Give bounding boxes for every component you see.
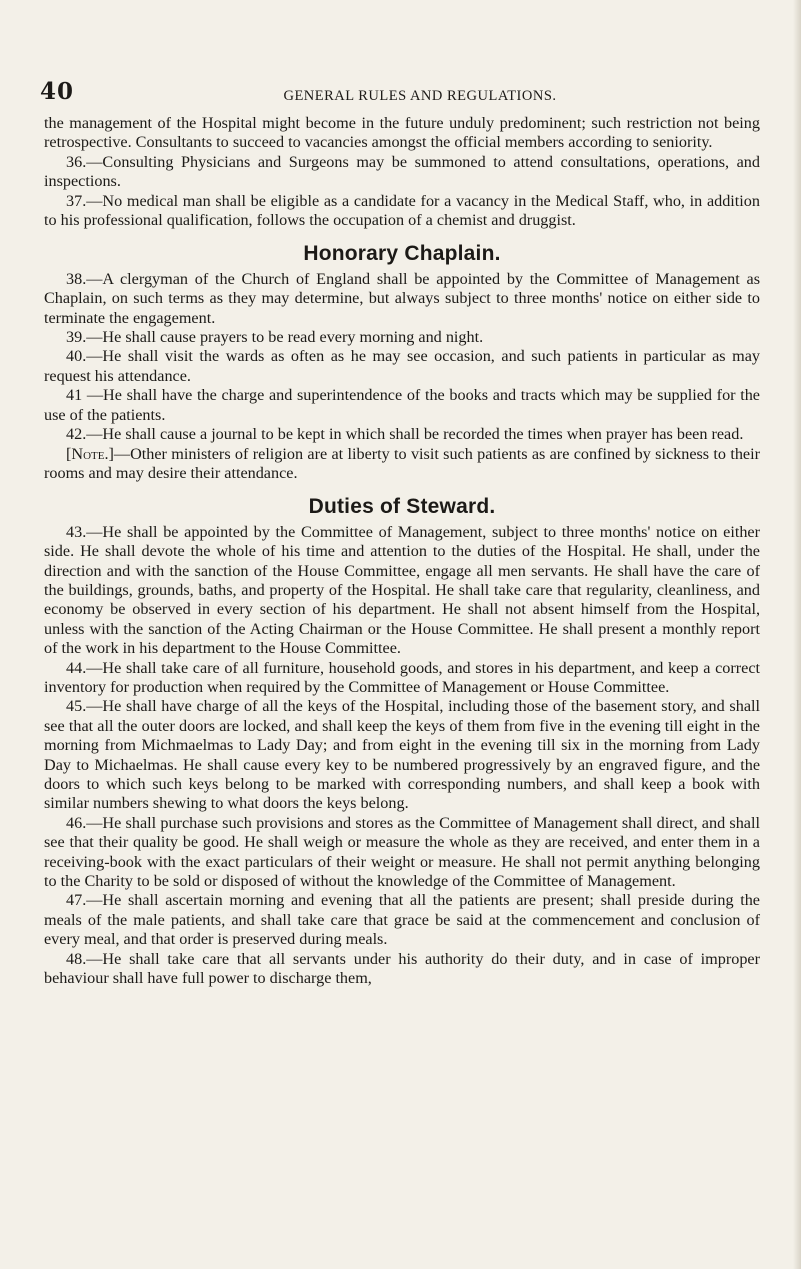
page-number: 40 <box>40 78 75 105</box>
rule-42: 42.—He shall cause a journal to be kept in which shall be recorded the times when prayer has been read. <box>66 425 744 444</box>
rule-46: 46.—He shall purchase such provisions and stores as the Committee of Management shall direct, and shall see that their quality be good. He shall weigh or measure the whole as they are received, and enter them in a receiving-book with the exact particulars of their weight or measure. He shall not permit anything belonging to the Charity to be sold or disposed of without the knowledge of the Committee of Management. <box>44 813 760 891</box>
rule-36: 36.—Consulting Physicians and Surgeons may be summoned to attend consultations, operations, and inspections. <box>44 152 760 191</box>
note-paragraph: [Note.]—Other ministers of religion are at liberty to visit such patients as are confined by sickness to their rooms and may desire their attendance. <box>44 444 760 482</box>
rule-47: 47.—He shall ascertain morning and evening that all the patients are present; shall preside during the meals of the male patients, and shall take care that grace be said at the commencement and conclusion of every meal, and that order is preserved during meals. <box>44 891 760 949</box>
rule-39: 39.—He shall cause prayers to be read every morning and night. <box>66 328 484 347</box>
running-head: GENERAL RULES AND REGULATIONS. <box>283 88 557 104</box>
rule-43: 43.—He shall be appointed by the Committee of Management, subject to three months' notice on either side. He shall devote the whole of his time and attention to the duties of the Hospital. He shall, under the direction and with the sanction of the House Committee, engage all men servants. He shall have the care of the buildings, grounds, baths, and property of the Hospital. He shall take care that regularity, cleanliness, and economy be observed in every section of his department. He shall not absent himself from the Hospital, unless with the sanction of the Acting Chairman or the House Committee. He shall present a monthly report of the work in his department to the House Committee. <box>44 522 760 658</box>
body-text <box>44 114 760 988</box>
rule-38: 38.—A clergyman of the Church of England shall be appointed by the Committee of Management as Chaplain, on such terms as they may determine, but always subject to three months' notice on either side to terminate the engagement. <box>44 269 760 327</box>
paragraph-continued: the management of the Hospital might become in the future unduly predominent; such restriction not being retrospective. Consultants to succeed to vacancies amongst the official members according to seniority. <box>44 114 760 152</box>
heading-duties-of-steward: Duties of Steward. <box>308 495 496 519</box>
rule-48: 48.—He shall take care that all servants under his authority do their duty, and in case of improper behaviour shall have full power to discharge them, <box>44 949 760 988</box>
rule-44: 44.—He shall take care of all furniture, household goods, and stores in his department, and keep a correct inventory for production when required by the Committee of Management or House Committee. <box>44 658 760 696</box>
heading-honorary-chaplain: Honorary Chaplain. <box>303 242 501 266</box>
rule-41: 41 —He shall have the charge and superintendence of the books and tracts which may be supplied for the use of the patients. <box>44 386 760 424</box>
note-text: —Other ministers of religion are at liberty to visit such patients as are confined by sickness to their rooms and may desire their attendance. <box>44 444 760 482</box>
page-header <box>40 80 760 110</box>
page-edge <box>793 0 801 1269</box>
rule-45: 45.—He shall have charge of all the keys of the Hospital, including those of the basement story, and shall see that all the outer doors are locked, and shall keep the keys of them from five in the evening till eight in the morning from Michmaelmas to Lady Day; and from eight in the evening till six in the morning from Lady Day to Michaelmas. He shall cause every key to be numbered progressively by an engraved figure, and the doors to which such keys belong to be marked with corresponding numbers, and shall keep a book with similar numbers shewing to what doors the keys belong. <box>44 697 760 813</box>
note-label: Note. <box>71 444 109 463</box>
rule-37: 37.—No medical man shall be eligible as a candidate for a vacancy in the Medical Staff, who, in addition to his professional qualification, follows the occupation of a chemist and druggist. <box>44 191 760 230</box>
rule-40: 40.—He shall visit the wards as often as he may see occasion, and such patients in particular as may request his attendance. <box>44 347 760 385</box>
